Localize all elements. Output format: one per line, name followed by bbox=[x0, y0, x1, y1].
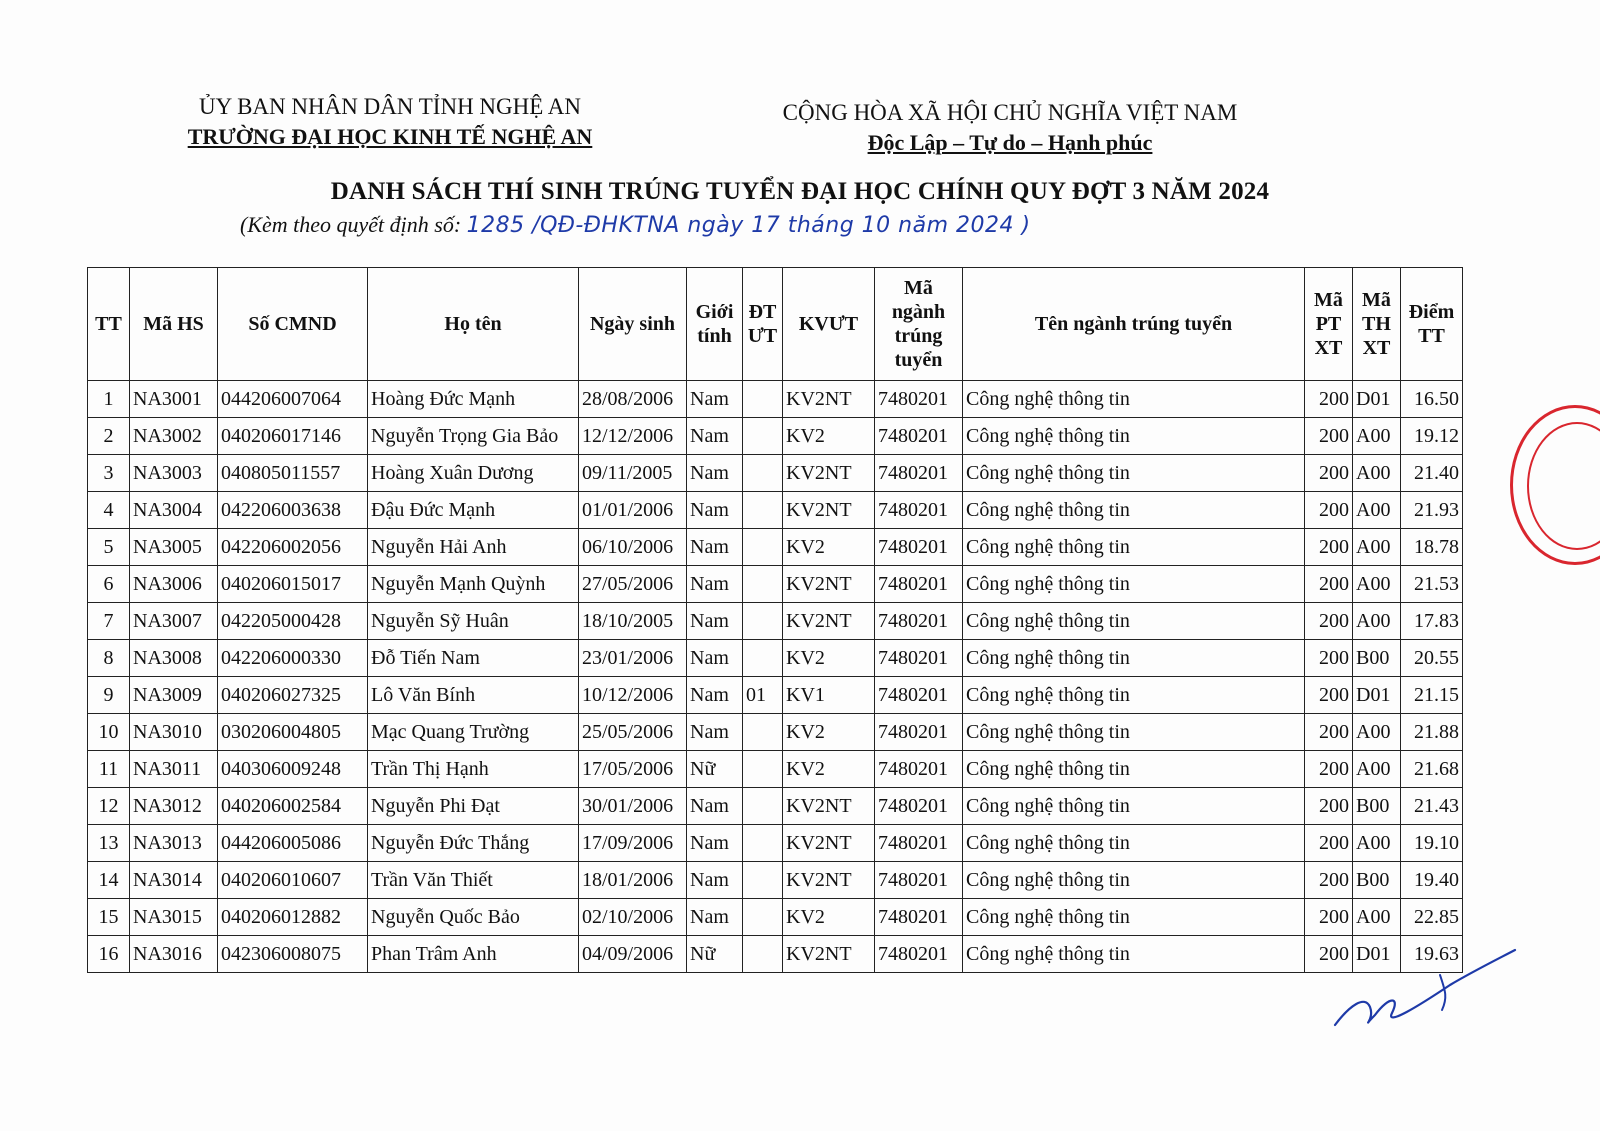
cell-ten-nganh: Công nghệ thông tin bbox=[963, 862, 1305, 899]
cell-ngay-sinh: 06/10/2006 bbox=[579, 529, 687, 566]
table-body bbox=[88, 381, 1463, 973]
cell-ma-nganh: 7480201 bbox=[875, 455, 963, 492]
cell-ten-nganh: Công nghệ thông tin bbox=[963, 677, 1305, 714]
cell-ho-ten: Trần Văn Thiết bbox=[368, 862, 579, 899]
cell-ho-ten: Hoàng Xuân Dương bbox=[368, 455, 579, 492]
cell-so-cmnd: 040206017146 bbox=[218, 418, 368, 455]
cell-ma-th-xt: A00 bbox=[1353, 492, 1401, 529]
column-header-tt: TT bbox=[88, 268, 130, 381]
cell-ma-th-xt: A00 bbox=[1353, 825, 1401, 862]
cell-kvut: KV2NT bbox=[783, 381, 875, 418]
cell-ma-pt-xt: 200 bbox=[1305, 529, 1353, 566]
table-row bbox=[88, 788, 1463, 825]
cell-ngay-sinh: 30/01/2006 bbox=[579, 788, 687, 825]
table-row bbox=[88, 566, 1463, 603]
cell-ma-nganh: 7480201 bbox=[875, 825, 963, 862]
cell-diem-tt: 16.50 bbox=[1401, 381, 1463, 418]
cell-so-cmnd: 040206012882 bbox=[218, 899, 368, 936]
cell-diem-tt: 19.10 bbox=[1401, 825, 1463, 862]
cell-ma-pt-xt: 200 bbox=[1305, 418, 1353, 455]
cell-so-cmnd: 044206007064 bbox=[218, 381, 368, 418]
cell-ngay-sinh: 28/08/2006 bbox=[579, 381, 687, 418]
cell-tt: 15 bbox=[88, 899, 130, 936]
cell-ho-ten: Mạc Quang Trường bbox=[368, 714, 579, 751]
issuer-authority: ỦY BAN NHÂN DÂN TỈNH NGHỆ AN bbox=[198, 94, 582, 119]
cell-ho-ten: Lô Văn Bính bbox=[368, 677, 579, 714]
cell-ma-hs: NA3014 bbox=[130, 862, 218, 899]
cell-ma-nganh: 7480201 bbox=[875, 381, 963, 418]
cell-gioi-tinh: Nam bbox=[687, 788, 743, 825]
cell-gioi-tinh: Nam bbox=[687, 825, 743, 862]
table-row bbox=[88, 677, 1463, 714]
cell-so-cmnd: 030206004805 bbox=[218, 714, 368, 751]
cell-ma-th-xt: D01 bbox=[1353, 677, 1401, 714]
document-title: DANH SÁCH THÍ SINH TRÚNG TUYỂN ĐẠI HỌC CHÍNH QUY ĐỢT 3 NĂM 2024 bbox=[330, 178, 1270, 205]
table-row bbox=[88, 751, 1463, 788]
document-subtitle bbox=[240, 212, 1340, 238]
cell-so-cmnd: 040805011557 bbox=[218, 455, 368, 492]
cell-ma-pt-xt: 200 bbox=[1305, 566, 1353, 603]
cell-ma-th-xt: B00 bbox=[1353, 788, 1401, 825]
national-motto: Độc Lập – Tự do – Hạnh phúc bbox=[867, 130, 1153, 155]
cell-ma-nganh: 7480201 bbox=[875, 603, 963, 640]
cell-ma-pt-xt: 200 bbox=[1305, 936, 1353, 973]
cell-kvut: KV2NT bbox=[783, 566, 875, 603]
cell-diem-tt: 17.83 bbox=[1401, 603, 1463, 640]
cell-kvut: KV2NT bbox=[783, 825, 875, 862]
cell-ma-th-xt: A00 bbox=[1353, 529, 1401, 566]
table-row bbox=[88, 603, 1463, 640]
cell-dt-ut bbox=[743, 825, 783, 862]
cell-tt: 10 bbox=[88, 714, 130, 751]
cell-gioi-tinh: Nam bbox=[687, 714, 743, 751]
cell-ma-pt-xt: 200 bbox=[1305, 714, 1353, 751]
cell-kvut: KV2NT bbox=[783, 455, 875, 492]
cell-ma-th-xt: A00 bbox=[1353, 714, 1401, 751]
cell-ma-pt-xt: 200 bbox=[1305, 899, 1353, 936]
cell-ma-pt-xt: 200 bbox=[1305, 751, 1353, 788]
cell-ma-hs: NA3004 bbox=[130, 492, 218, 529]
cell-ho-ten: Trần Thị Hạnh bbox=[368, 751, 579, 788]
cell-ma-nganh: 7480201 bbox=[875, 936, 963, 973]
cell-ma-th-xt: A00 bbox=[1353, 418, 1401, 455]
admission-table bbox=[87, 267, 1463, 973]
cell-so-cmnd: 040206010607 bbox=[218, 862, 368, 899]
cell-ho-ten: Nguyễn Đức Thắng bbox=[368, 825, 579, 862]
cell-ten-nganh: Công nghệ thông tin bbox=[963, 492, 1305, 529]
handwritten-decision-number: 1285 /QĐ-ĐHKTNA ngày 17 tháng 10 năm 2024 ) bbox=[466, 213, 1031, 238]
cell-ten-nganh: Công nghệ thông tin bbox=[963, 418, 1305, 455]
cell-tt: 1 bbox=[88, 381, 130, 418]
cell-gioi-tinh: Nam bbox=[687, 899, 743, 936]
cell-tt: 11 bbox=[88, 751, 130, 788]
cell-ho-ten: Đỗ Tiến Nam bbox=[368, 640, 579, 677]
cell-gioi-tinh: Nam bbox=[687, 862, 743, 899]
cell-ngay-sinh: 18/10/2005 bbox=[579, 603, 687, 640]
cell-ma-pt-xt: 200 bbox=[1305, 677, 1353, 714]
cell-ngay-sinh: 17/09/2006 bbox=[579, 825, 687, 862]
cell-dt-ut bbox=[743, 640, 783, 677]
cell-kvut: KV2 bbox=[783, 640, 875, 677]
cell-ma-pt-xt: 200 bbox=[1305, 825, 1353, 862]
cell-ten-nganh: Công nghệ thông tin bbox=[963, 381, 1305, 418]
cell-diem-tt: 20.55 bbox=[1401, 640, 1463, 677]
cell-gioi-tinh: Nữ bbox=[687, 751, 743, 788]
cell-ma-pt-xt: 200 bbox=[1305, 492, 1353, 529]
table-row bbox=[88, 936, 1463, 973]
cell-ma-pt-xt: 200 bbox=[1305, 455, 1353, 492]
table-row bbox=[88, 714, 1463, 751]
cell-dt-ut bbox=[743, 714, 783, 751]
cell-ten-nganh: Công nghệ thông tin bbox=[963, 603, 1305, 640]
cell-tt: 16 bbox=[88, 936, 130, 973]
cell-kvut: KV2 bbox=[783, 418, 875, 455]
cell-ho-ten: Nguyễn Mạnh Quỳnh bbox=[368, 566, 579, 603]
cell-dt-ut bbox=[743, 862, 783, 899]
cell-ma-th-xt: A00 bbox=[1353, 566, 1401, 603]
table-header-row bbox=[88, 268, 1463, 381]
cell-ngay-sinh: 17/05/2006 bbox=[579, 751, 687, 788]
cell-ma-th-xt: B00 bbox=[1353, 640, 1401, 677]
cell-ma-hs: NA3013 bbox=[130, 825, 218, 862]
cell-diem-tt: 19.63 bbox=[1401, 936, 1463, 973]
table-row bbox=[88, 381, 1463, 418]
cell-so-cmnd: 044206005086 bbox=[218, 825, 368, 862]
cell-gioi-tinh: Nam bbox=[687, 603, 743, 640]
cell-ma-hs: NA3016 bbox=[130, 936, 218, 973]
cell-tt: 4 bbox=[88, 492, 130, 529]
cell-so-cmnd: 042206002056 bbox=[218, 529, 368, 566]
cell-so-cmnd: 040206015017 bbox=[218, 566, 368, 603]
cell-ma-hs: NA3001 bbox=[130, 381, 218, 418]
cell-tt: 9 bbox=[88, 677, 130, 714]
cell-ngay-sinh: 12/12/2006 bbox=[579, 418, 687, 455]
column-header-kvut: KVƯT bbox=[783, 268, 875, 381]
cell-ma-hs: NA3009 bbox=[130, 677, 218, 714]
cell-ma-hs: NA3005 bbox=[130, 529, 218, 566]
cell-ten-nganh: Công nghệ thông tin bbox=[963, 788, 1305, 825]
column-header-ma-nganh: Mã ngành trúng tuyển bbox=[875, 268, 963, 381]
cell-kvut: KV2 bbox=[783, 899, 875, 936]
cell-ma-nganh: 7480201 bbox=[875, 529, 963, 566]
cell-dt-ut bbox=[743, 529, 783, 566]
cell-dt-ut bbox=[743, 566, 783, 603]
cell-ngay-sinh: 23/01/2006 bbox=[579, 640, 687, 677]
cell-ma-hs: NA3007 bbox=[130, 603, 218, 640]
column-header-ma-hs: Mã HS bbox=[130, 268, 218, 381]
cell-ma-hs: NA3003 bbox=[130, 455, 218, 492]
cell-diem-tt: 21.88 bbox=[1401, 714, 1463, 751]
cell-ma-th-xt: B00 bbox=[1353, 862, 1401, 899]
cell-gioi-tinh: Nam bbox=[687, 566, 743, 603]
cell-kvut: KV2 bbox=[783, 714, 875, 751]
cell-ma-pt-xt: 200 bbox=[1305, 862, 1353, 899]
table-row bbox=[88, 492, 1463, 529]
table-row bbox=[88, 825, 1463, 862]
cell-diem-tt: 21.15 bbox=[1401, 677, 1463, 714]
cell-tt: 12 bbox=[88, 788, 130, 825]
cell-ma-pt-xt: 200 bbox=[1305, 640, 1353, 677]
cell-ma-nganh: 7480201 bbox=[875, 492, 963, 529]
subtitle-prefix: (Kèm theo quyết định số: bbox=[240, 212, 462, 237]
cell-so-cmnd: 042206000330 bbox=[218, 640, 368, 677]
cell-dt-ut bbox=[743, 751, 783, 788]
cell-ten-nganh: Công nghệ thông tin bbox=[963, 640, 1305, 677]
cell-ma-nganh: 7480201 bbox=[875, 418, 963, 455]
cell-ma-hs: NA3015 bbox=[130, 899, 218, 936]
cell-kvut: KV2 bbox=[783, 529, 875, 566]
cell-ho-ten: Nguyễn Sỹ Huân bbox=[368, 603, 579, 640]
cell-diem-tt: 21.43 bbox=[1401, 788, 1463, 825]
cell-ngay-sinh: 09/11/2005 bbox=[579, 455, 687, 492]
cell-kvut: KV2NT bbox=[783, 862, 875, 899]
cell-gioi-tinh: Nam bbox=[687, 418, 743, 455]
cell-ma-pt-xt: 200 bbox=[1305, 788, 1353, 825]
cell-dt-ut bbox=[743, 936, 783, 973]
cell-ma-nganh: 7480201 bbox=[875, 640, 963, 677]
cell-diem-tt: 21.68 bbox=[1401, 751, 1463, 788]
cell-so-cmnd: 042306008075 bbox=[218, 936, 368, 973]
column-header-so-cmnd: Số CMND bbox=[218, 268, 368, 381]
column-header-ma-pt-xt: Mã PT XT bbox=[1305, 268, 1353, 381]
cell-tt: 2 bbox=[88, 418, 130, 455]
table-row bbox=[88, 862, 1463, 899]
cell-gioi-tinh: Nữ bbox=[687, 936, 743, 973]
cell-dt-ut bbox=[743, 492, 783, 529]
cell-ma-nganh: 7480201 bbox=[875, 714, 963, 751]
column-header-ma-th-xt: Mã TH XT bbox=[1353, 268, 1401, 381]
cell-ma-pt-xt: 200 bbox=[1305, 603, 1353, 640]
cell-kvut: KV2NT bbox=[783, 788, 875, 825]
cell-ho-ten: Nguyễn Quốc Bảo bbox=[368, 899, 579, 936]
cell-dt-ut bbox=[743, 788, 783, 825]
cell-diem-tt: 22.85 bbox=[1401, 899, 1463, 936]
cell-ma-nganh: 7480201 bbox=[875, 788, 963, 825]
cell-ma-nganh: 7480201 bbox=[875, 862, 963, 899]
cell-ma-hs: NA3012 bbox=[130, 788, 218, 825]
national-motto-block bbox=[740, 98, 1280, 158]
cell-diem-tt: 21.93 bbox=[1401, 492, 1463, 529]
cell-ten-nganh: Công nghệ thông tin bbox=[963, 936, 1305, 973]
cell-dt-ut: 01 bbox=[743, 677, 783, 714]
cell-diem-tt: 19.12 bbox=[1401, 418, 1463, 455]
cell-ho-ten: Đậu Đức Mạnh bbox=[368, 492, 579, 529]
cell-ma-th-xt: A00 bbox=[1353, 751, 1401, 788]
cell-tt: 5 bbox=[88, 529, 130, 566]
cell-ho-ten: Nguyễn Hải Anh bbox=[368, 529, 579, 566]
column-header-diem-tt: Điểm TT bbox=[1401, 268, 1463, 381]
table-row bbox=[88, 418, 1463, 455]
cell-diem-tt: 19.40 bbox=[1401, 862, 1463, 899]
cell-so-cmnd: 040206002584 bbox=[218, 788, 368, 825]
column-header-ho-ten: Họ tên bbox=[368, 268, 579, 381]
table-row bbox=[88, 899, 1463, 936]
cell-gioi-tinh: Nam bbox=[687, 640, 743, 677]
cell-gioi-tinh: Nam bbox=[687, 677, 743, 714]
cell-ma-pt-xt: 200 bbox=[1305, 381, 1353, 418]
cell-ma-th-xt: D01 bbox=[1353, 381, 1401, 418]
cell-ma-nganh: 7480201 bbox=[875, 566, 963, 603]
cell-so-cmnd: 040306009248 bbox=[218, 751, 368, 788]
cell-ngay-sinh: 25/05/2006 bbox=[579, 714, 687, 751]
cell-ho-ten: Phan Trâm Anh bbox=[368, 936, 579, 973]
cell-ten-nganh: Công nghệ thông tin bbox=[963, 899, 1305, 936]
cell-diem-tt: 18.78 bbox=[1401, 529, 1463, 566]
cell-dt-ut bbox=[743, 418, 783, 455]
cell-ma-hs: NA3002 bbox=[130, 418, 218, 455]
cell-kvut: KV2NT bbox=[783, 936, 875, 973]
cell-dt-ut bbox=[743, 455, 783, 492]
cell-ngay-sinh: 02/10/2006 bbox=[579, 899, 687, 936]
cell-ten-nganh: Công nghệ thông tin bbox=[963, 566, 1305, 603]
cell-diem-tt: 21.40 bbox=[1401, 455, 1463, 492]
cell-gioi-tinh: Nam bbox=[687, 381, 743, 418]
cell-so-cmnd: 042205000428 bbox=[218, 603, 368, 640]
table-row bbox=[88, 455, 1463, 492]
cell-ma-th-xt: D01 bbox=[1353, 936, 1401, 973]
cell-ho-ten: Nguyễn Phi Đạt bbox=[368, 788, 579, 825]
column-header-ngay-sinh: Ngày sinh bbox=[579, 268, 687, 381]
cell-ten-nganh: Công nghệ thông tin bbox=[963, 529, 1305, 566]
cell-ten-nganh: Công nghệ thông tin bbox=[963, 455, 1305, 492]
cell-ma-hs: NA3006 bbox=[130, 566, 218, 603]
cell-tt: 7 bbox=[88, 603, 130, 640]
cell-kvut: KV2NT bbox=[783, 603, 875, 640]
cell-kvut: KV1 bbox=[783, 677, 875, 714]
cell-ngay-sinh: 27/05/2006 bbox=[579, 566, 687, 603]
cell-tt: 14 bbox=[88, 862, 130, 899]
official-stamp bbox=[1510, 405, 1600, 565]
cell-ma-nganh: 7480201 bbox=[875, 677, 963, 714]
cell-so-cmnd: 042206003638 bbox=[218, 492, 368, 529]
signature-icon bbox=[1330, 935, 1530, 1035]
cell-ma-hs: NA3008 bbox=[130, 640, 218, 677]
table-row bbox=[88, 529, 1463, 566]
cell-ho-ten: Hoàng Đức Mạnh bbox=[368, 381, 579, 418]
cell-dt-ut bbox=[743, 603, 783, 640]
cell-ma-nganh: 7480201 bbox=[875, 899, 963, 936]
cell-ma-th-xt: A00 bbox=[1353, 899, 1401, 936]
cell-ngay-sinh: 04/09/2006 bbox=[579, 936, 687, 973]
cell-tt: 13 bbox=[88, 825, 130, 862]
cell-ma-hs: NA3010 bbox=[130, 714, 218, 751]
cell-gioi-tinh: Nam bbox=[687, 529, 743, 566]
column-header-gioi-tinh: Giới tính bbox=[687, 268, 743, 381]
cell-dt-ut bbox=[743, 899, 783, 936]
cell-diem-tt: 21.53 bbox=[1401, 566, 1463, 603]
cell-ma-th-xt: A00 bbox=[1353, 603, 1401, 640]
cell-ten-nganh: Công nghệ thông tin bbox=[963, 714, 1305, 751]
cell-ten-nganh: Công nghệ thông tin bbox=[963, 825, 1305, 862]
cell-gioi-tinh: Nam bbox=[687, 455, 743, 492]
issuer-block bbox=[150, 92, 630, 152]
national-name: CỘNG HÒA XÃ HỘI CHỦ NGHĨA VIỆT NAM bbox=[782, 100, 1238, 125]
cell-dt-ut bbox=[743, 381, 783, 418]
column-header-ten-nganh: Tên ngành trúng tuyển bbox=[963, 268, 1305, 381]
cell-ho-ten: Nguyễn Trọng Gia Bảo bbox=[368, 418, 579, 455]
issuer-university: TRƯỜNG ĐẠI HỌC KINH TẾ NGHỆ AN bbox=[187, 124, 593, 149]
official-stamp-inner-ring bbox=[1527, 422, 1600, 550]
cell-ngay-sinh: 18/01/2006 bbox=[579, 862, 687, 899]
cell-kvut: KV2 bbox=[783, 751, 875, 788]
cell-tt: 8 bbox=[88, 640, 130, 677]
cell-so-cmnd: 040206027325 bbox=[218, 677, 368, 714]
cell-ngay-sinh: 10/12/2006 bbox=[579, 677, 687, 714]
cell-ma-hs: NA3011 bbox=[130, 751, 218, 788]
cell-tt: 3 bbox=[88, 455, 130, 492]
table-row bbox=[88, 640, 1463, 677]
cell-kvut: KV2NT bbox=[783, 492, 875, 529]
column-header-dt-ut: ĐT ƯT bbox=[743, 268, 783, 381]
cell-ma-th-xt: A00 bbox=[1353, 455, 1401, 492]
cell-ngay-sinh: 01/01/2006 bbox=[579, 492, 687, 529]
cell-ma-nganh: 7480201 bbox=[875, 751, 963, 788]
cell-ten-nganh: Công nghệ thông tin bbox=[963, 751, 1305, 788]
cell-gioi-tinh: Nam bbox=[687, 492, 743, 529]
cell-tt: 6 bbox=[88, 566, 130, 603]
